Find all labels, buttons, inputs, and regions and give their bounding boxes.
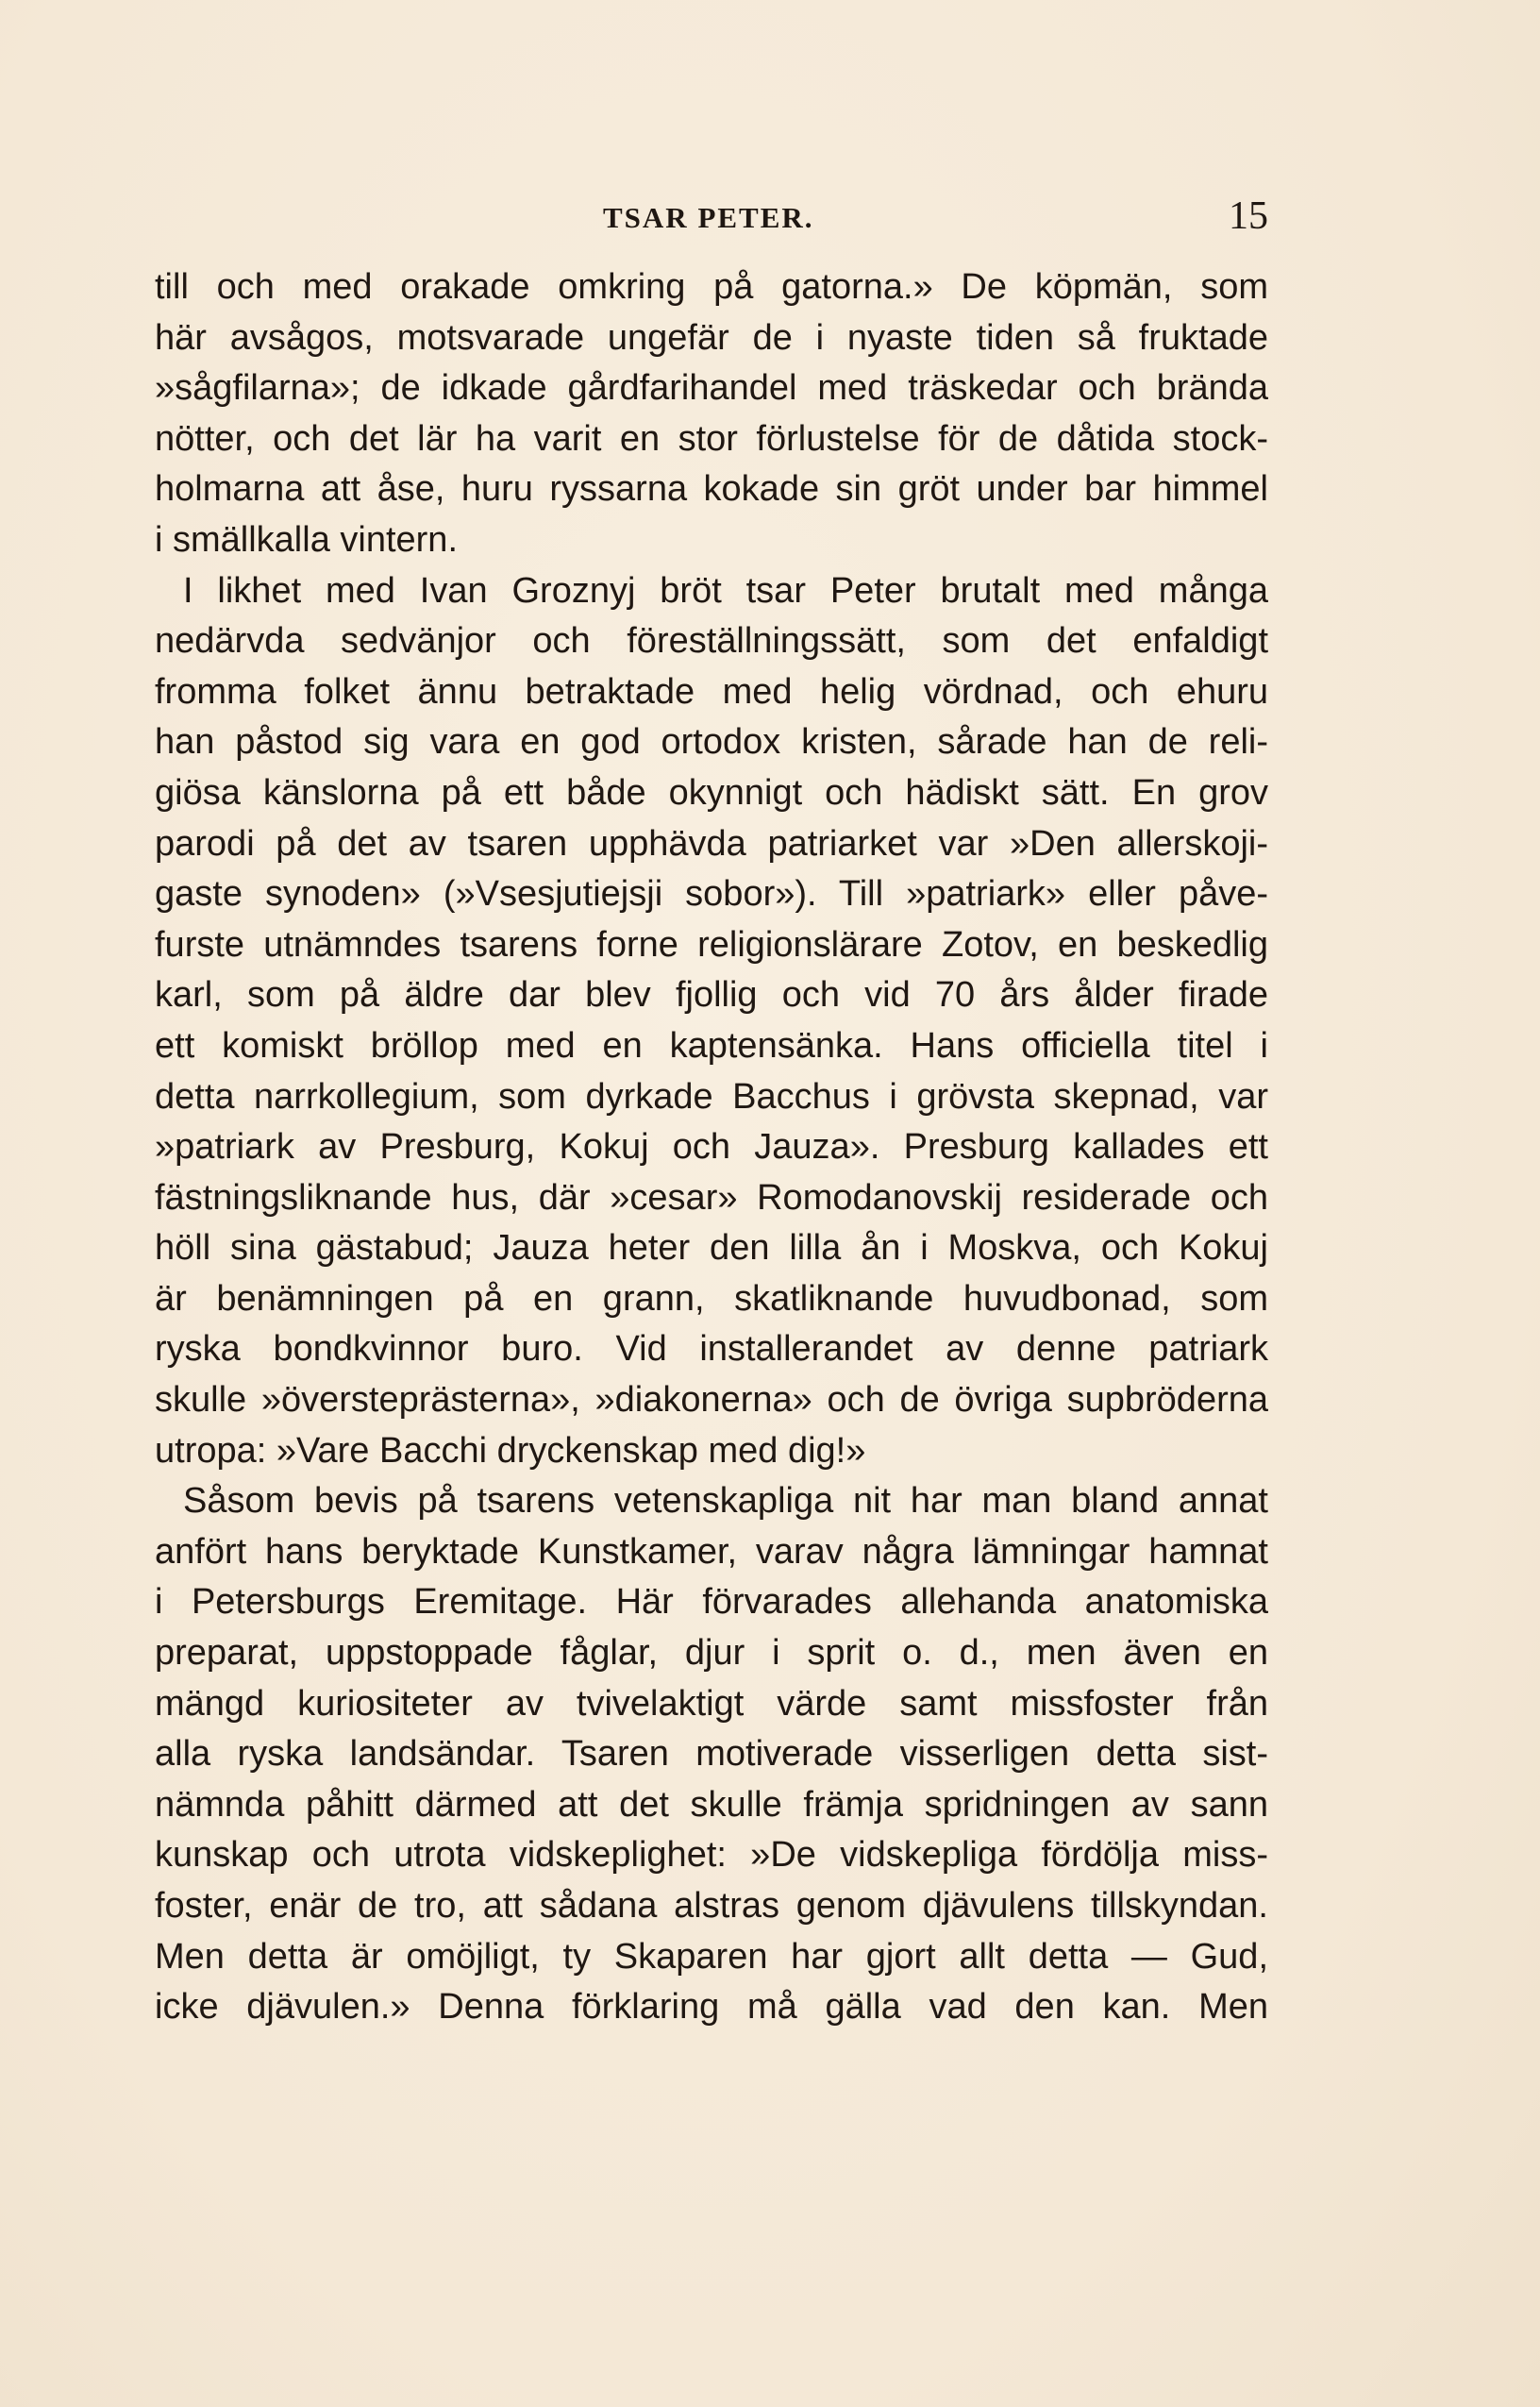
text-line: mängd kuriositeter av tvivelaktigt värde samt missfoster från bbox=[155, 1683, 1268, 1724]
text-line: holmarna att åse, huru ryssarna kokade sin gröt under bar himmel bbox=[155, 469, 1268, 510]
text-line: nötter, och det lär ha varit en stor förlustelse för de dåtida stock- bbox=[155, 418, 1268, 459]
text-line: Såsom bevis på tsarens vetenskapliga nit har man bland annat bbox=[183, 1481, 1268, 1522]
text-line: I likhet med Ivan Groznyj bröt tsar Peter brutalt med många bbox=[183, 570, 1268, 611]
text-line: fästningsliknande hus, där »cesar» Romodanovskij residerade och bbox=[155, 1177, 1268, 1218]
text-line: skulle »översteprästerna», »diakonerna» och de övriga supbröderna bbox=[155, 1380, 1268, 1421]
running-header bbox=[155, 194, 1268, 241]
text-line: här avsågos, motsvarade ungefär de i nyaste tiden så fruktade bbox=[155, 317, 1268, 358]
running-title: TSAR PETER. bbox=[603, 201, 814, 234]
text-line: fromma folket ännu betraktade med helig vördnad, och ehuru bbox=[155, 671, 1268, 712]
text-line: anfört hans beryktade Kunstkamer, varav några lämningar hamnat bbox=[155, 1531, 1268, 1572]
text-line: Men detta är omöjligt, ty Skaparen har gjort allt detta — Gud, bbox=[155, 1936, 1268, 1977]
text-line: »sågfilarna»; de idkade gårdfarihandel med träskedar och brända bbox=[155, 368, 1268, 409]
text-line: foster, enär de tro, att sådana alstras genom djävulens tillskyndan. bbox=[155, 1886, 1268, 1926]
text-line: »patriark av Presburg, Kokuj och Jauza». Presburg kallades ett bbox=[155, 1127, 1268, 1168]
text-line: icke djävulen.» Denna förklaring må gälla vad den kan. Men bbox=[155, 1987, 1268, 2028]
text-line: är benämningen på en grann, skatliknande huvudbonad, som bbox=[155, 1278, 1268, 1319]
text-line: utropa: »Vare Bacchi dryckenskap med dig!» bbox=[155, 1430, 866, 1471]
text-line: ett komiskt bröllop med en kaptensänka. Hans officiella titel i bbox=[155, 1025, 1268, 1066]
text-line: kunskap och utrota vidskeplighet: »De vidskepliga fördölja miss- bbox=[155, 1835, 1268, 1876]
text-line: nedärvda sedvänjor och föreställningssätt, som det enfaldigt bbox=[155, 621, 1268, 662]
text-line: höll sina gästabud; Jauza heter den lilla ån i Moskva, och Kokuj bbox=[155, 1228, 1268, 1269]
text-line: karl, som på äldre dar blev fjollig och vid 70 års ålder firade bbox=[155, 975, 1268, 1016]
page-number: 15 bbox=[1229, 194, 1268, 238]
text-line: till och med orakade omkring på gatorna.» De köpmän, som bbox=[155, 267, 1268, 307]
text-line: parodi på det av tsaren upphävda patriarket var »Den allerskoji- bbox=[155, 823, 1268, 864]
text-line: alla ryska landsändar. Tsaren motiverade visserligen detta sist- bbox=[155, 1734, 1268, 1775]
text-line: nämnda påhitt därmed att det skulle främja spridningen av sann bbox=[155, 1784, 1268, 1825]
text-line: giösa känslorna på ett både okynnigt och hädiskt sätt. En grov bbox=[155, 772, 1268, 813]
text-line: furste utnämndes tsarens forne religionslärare Zotov, en beskedlig bbox=[155, 924, 1268, 965]
text-line: gaste synoden» (»Vsesjutiejsji sobor»). Till »patriark» eller påve- bbox=[155, 874, 1268, 915]
text-line: han påstod sig vara en god ortodox kristen, sårade han de reli- bbox=[155, 722, 1268, 763]
body-text bbox=[155, 262, 1268, 2033]
text-line: i Petersburgs Eremitage. Här förvarades allehanda anatomiska bbox=[155, 1582, 1268, 1623]
text-line: preparat, uppstoppade fåglar, djur i sprit o. d., men även en bbox=[155, 1633, 1268, 1674]
text-line: ryska bondkvinnor buro. Vid installerandet av denne patriark bbox=[155, 1329, 1268, 1370]
text-line: detta narrkollegium, som dyrkade Bacchus i grövsta skepnad, var bbox=[155, 1076, 1268, 1117]
text-line: i smällkalla vintern. bbox=[155, 519, 458, 560]
